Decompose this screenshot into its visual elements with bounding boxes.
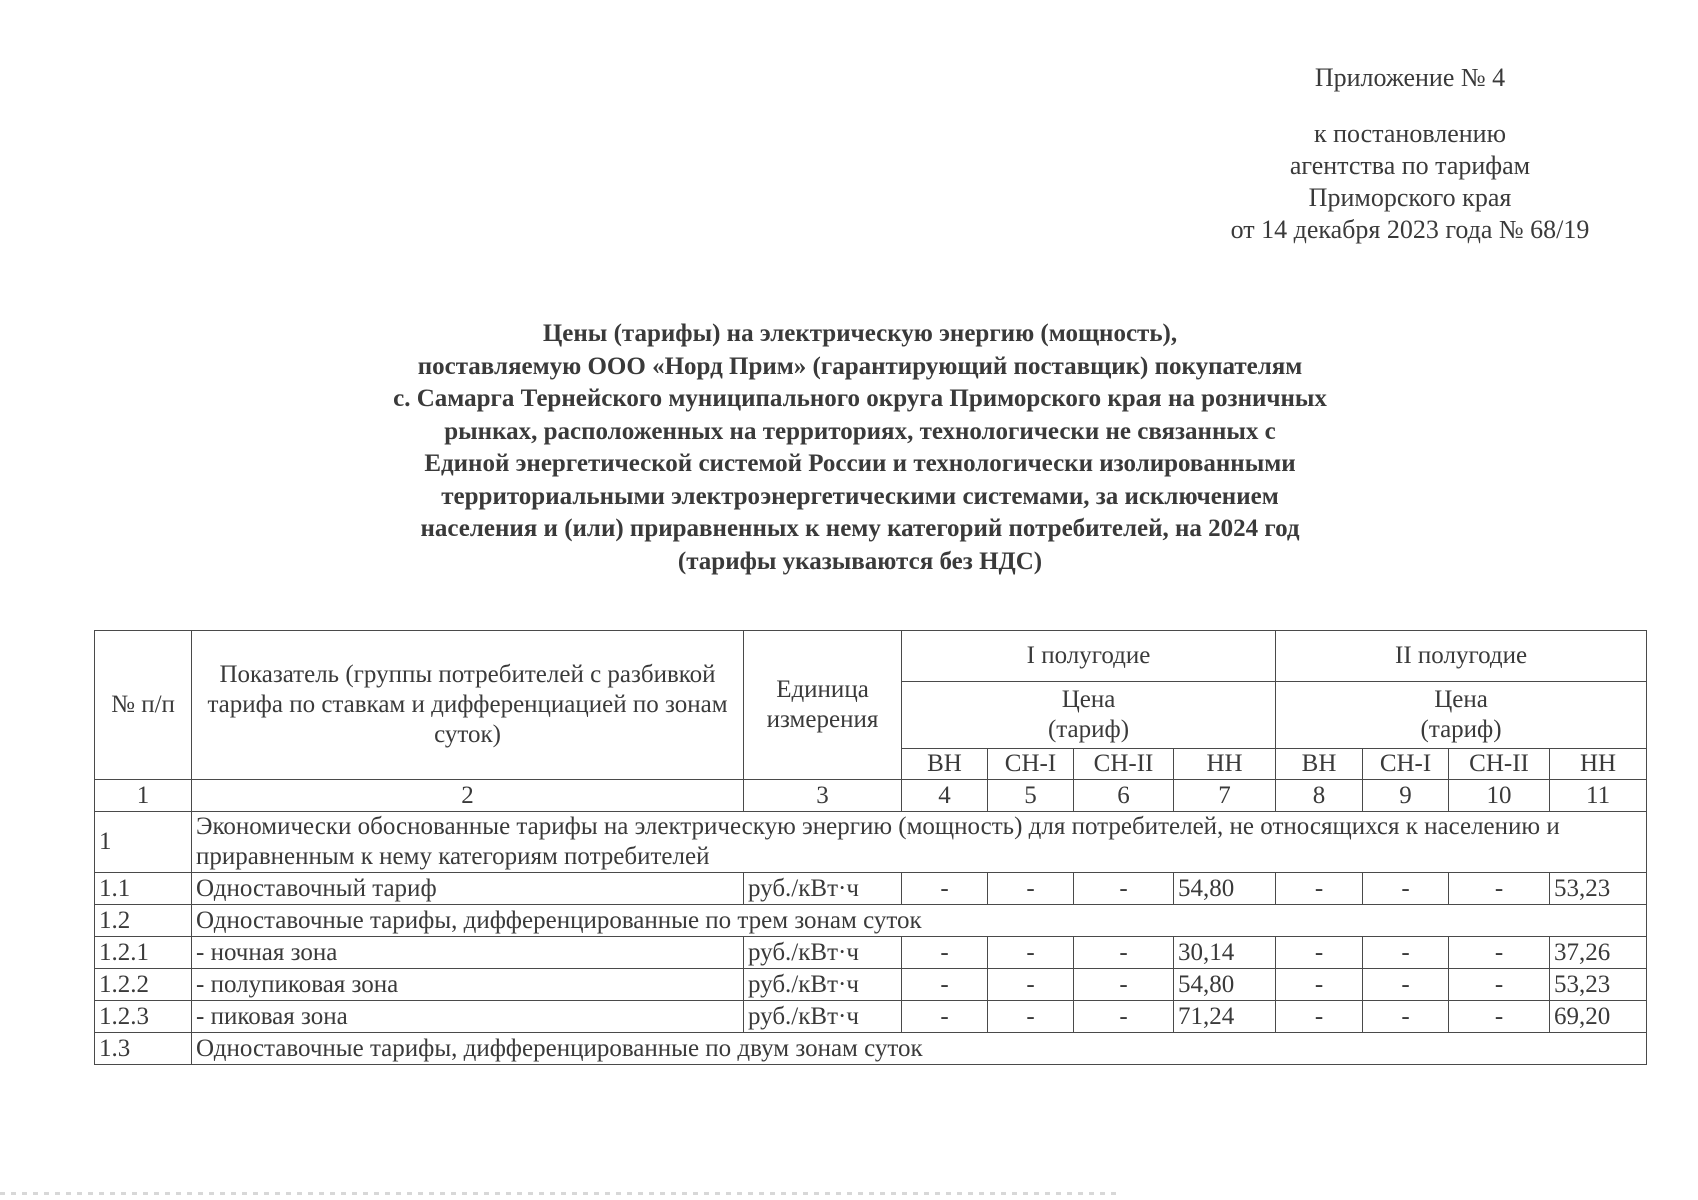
empty-value: - xyxy=(902,969,988,1001)
title-line: (тарифы указываются без НДС) xyxy=(677,547,1043,575)
row-unit: руб./кВт·ч xyxy=(744,1001,902,1033)
row-number: 1.2.1 xyxy=(95,937,192,969)
column-number: 8 xyxy=(1276,780,1363,812)
level-nn: НН xyxy=(1550,749,1647,780)
row-unit: руб./кВт·ч xyxy=(744,969,902,1001)
tariff-value: 71,24 xyxy=(1174,1001,1276,1033)
empty-value: - xyxy=(1449,873,1550,905)
row-number: 1.2.3 xyxy=(95,1001,192,1033)
row-number: 1.2.2 xyxy=(95,969,192,1001)
price-label: Цена xyxy=(1061,686,1116,713)
column-number: 7 xyxy=(1174,780,1276,812)
row-number: 1.3 xyxy=(95,1033,192,1065)
empty-value: - xyxy=(1363,969,1449,1001)
row-indicator: - пиковая зона xyxy=(192,1001,744,1033)
column-number-row xyxy=(95,780,1647,812)
level-sn2: СН-II xyxy=(1449,749,1550,780)
level-vn: ВН xyxy=(1276,749,1363,780)
header-num: № п/п xyxy=(95,631,192,780)
annex-ref-line: агентства по тарифам xyxy=(1289,151,1531,180)
header-price-1 xyxy=(902,682,1276,749)
table-row xyxy=(95,937,1647,969)
empty-value: - xyxy=(1276,937,1363,969)
section-row xyxy=(95,812,1647,873)
empty-value: - xyxy=(1276,969,1363,1001)
section-title: Одноставочные тарифы, дифференцированные по трем зонам суток xyxy=(192,905,1647,937)
empty-value: - xyxy=(1449,969,1550,1001)
empty-value: - xyxy=(1276,873,1363,905)
row-indicator: - ночная зона xyxy=(192,937,744,969)
price-sublabel: (тариф) xyxy=(1047,716,1130,743)
empty-value: - xyxy=(1363,1001,1449,1033)
empty-value: - xyxy=(988,1001,1074,1033)
header-half-2: II полугодие xyxy=(1276,631,1647,682)
tariff-value: 53,23 xyxy=(1550,969,1647,1001)
annex-number: Приложение № 4 xyxy=(1314,63,1506,92)
column-number: 3 xyxy=(744,780,902,812)
header-half-1: I полугодие xyxy=(902,631,1276,682)
header-unit: Единица измерения xyxy=(744,631,902,780)
empty-value: - xyxy=(988,937,1074,969)
column-number: 9 xyxy=(1363,780,1449,812)
title-line: населения и (или) приравненных к нему категорий потребителей, на 2024 год xyxy=(420,515,1300,542)
level-sn1: СН-I xyxy=(1363,749,1449,780)
title-line: рынках, расположенных на территориях, технологически не связанных с xyxy=(444,417,1276,445)
column-number: 11 xyxy=(1550,780,1647,812)
document-title xyxy=(300,318,1420,578)
table-row xyxy=(95,1001,1647,1033)
row-unit: руб./кВт·ч xyxy=(744,873,902,905)
title-line: Единой энергетической системой России и технологически изолированными xyxy=(424,450,1296,477)
row-number: 1.1 xyxy=(95,873,192,905)
level-vn: ВН xyxy=(902,749,988,780)
row-number: 1 xyxy=(95,812,192,873)
header-row-halves xyxy=(95,631,1647,682)
section-title: Одноставочные тарифы, дифференцированные по двум зонам суток xyxy=(192,1033,1647,1065)
section-title: Экономически обоснованные тарифы на электрическую энергию (мощность) для потребителей, не относящихся к населению и приравненным к нему категориям потребителей xyxy=(192,812,1647,873)
empty-value: - xyxy=(1363,937,1449,969)
empty-value: - xyxy=(1074,937,1174,969)
empty-value: - xyxy=(902,1001,988,1033)
annex-ref-line: от 14 декабря 2023 года № 68/19 xyxy=(1230,215,1590,244)
tariff-value: 69,20 xyxy=(1550,1001,1647,1033)
header-indicator: Показатель (группы потребителей с разбивкой тарифа по ставкам и дифференциацией по зонам суток) xyxy=(192,631,744,780)
column-number: 1 xyxy=(95,780,192,812)
title-line: поставляемую ООО «Норд Прим» (гарантирующий поставщик) покупателям xyxy=(417,352,1303,380)
tariff-value: 54,80 xyxy=(1174,969,1276,1001)
level-sn2: СН-II xyxy=(1074,749,1174,780)
empty-value: - xyxy=(1074,1001,1174,1033)
price-sublabel: (тариф) xyxy=(1420,716,1502,743)
empty-value: - xyxy=(988,969,1074,1001)
row-number: 1.2 xyxy=(95,905,192,937)
row-indicator: Одноставочный тариф xyxy=(192,873,744,905)
empty-value: - xyxy=(1074,873,1174,905)
price-label: Цена xyxy=(1434,686,1488,713)
annex-ref-line: Приморского края xyxy=(1308,183,1512,212)
column-number: 2 xyxy=(192,780,744,812)
section-row xyxy=(95,1033,1647,1065)
level-sn1: СН-I xyxy=(988,749,1074,780)
annex-reference xyxy=(1200,118,1620,246)
annex-ref-line: к постановлению xyxy=(1313,119,1507,148)
column-number: 10 xyxy=(1449,780,1550,812)
row-unit: руб./кВт·ч xyxy=(744,937,902,969)
scan-artifact xyxy=(0,1192,1120,1195)
title-line: с. Самарга Тернейского муниципального округа Приморского края на розничных xyxy=(393,385,1327,412)
empty-value: - xyxy=(902,873,988,905)
column-number: 4 xyxy=(902,780,988,812)
tariff-value: 53,23 xyxy=(1550,873,1647,905)
table-row xyxy=(95,969,1647,1001)
tariff-value: 54,80 xyxy=(1174,873,1276,905)
tariff-value: 30,14 xyxy=(1174,937,1276,969)
annex-block xyxy=(1200,62,1620,246)
section-row xyxy=(95,905,1647,937)
row-indicator: - полупиковая зона xyxy=(192,969,744,1001)
empty-value: - xyxy=(1449,937,1550,969)
empty-value: - xyxy=(1449,1001,1550,1033)
title-line: территориальными электроэнергетическими системами, за исключением xyxy=(441,482,1279,510)
empty-value: - xyxy=(1074,969,1174,1001)
column-number: 6 xyxy=(1074,780,1174,812)
empty-value: - xyxy=(1276,1001,1363,1033)
column-number: 5 xyxy=(988,780,1074,812)
empty-value: - xyxy=(902,937,988,969)
level-nn: НН xyxy=(1174,749,1276,780)
empty-value: - xyxy=(1363,873,1449,905)
title-line: Цены (тарифы) на электрическую энергию (мощность), xyxy=(542,320,1178,347)
empty-value: - xyxy=(988,873,1074,905)
header-price-2 xyxy=(1276,682,1647,749)
tariff-table xyxy=(94,630,1647,1065)
table-row xyxy=(95,873,1647,905)
tariff-value: 37,26 xyxy=(1550,937,1647,969)
